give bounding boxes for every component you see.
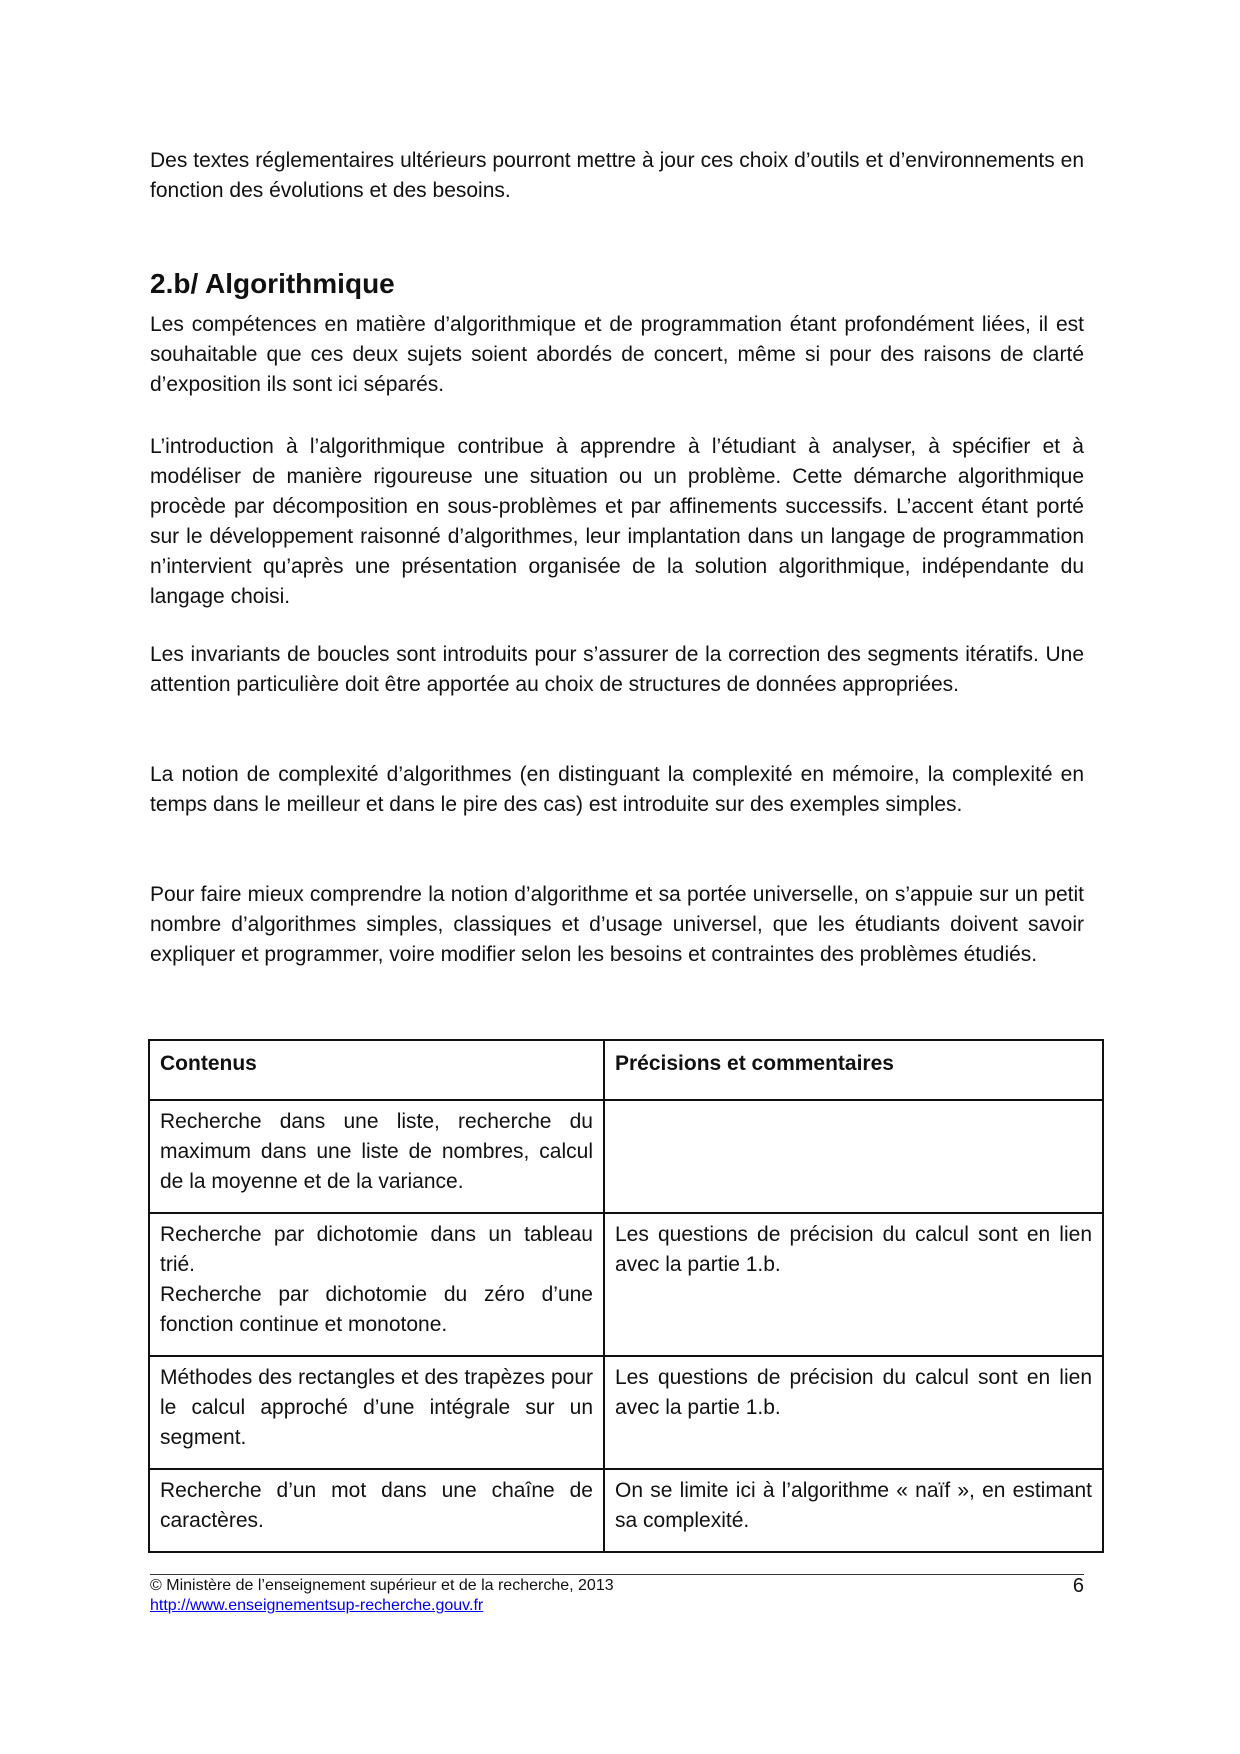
cell-contenus-text: Recherche par dichotomie du zéro d’une fonction continue et monotone. [160, 1283, 593, 1336]
intro-paragraph: Des textes réglementaires ultérieurs pourront mettre à jour ces choix d’outils et d’environnements en fonction des évolutions et des besoins. [150, 149, 1084, 202]
cell-precisions [604, 1100, 1103, 1213]
cell-precisions: Les questions de précision du calcul sont en lien avec la partie 1.b. [604, 1356, 1103, 1469]
table-row [149, 1469, 1103, 1552]
footer-divider [150, 1574, 1084, 1575]
paragraph-2: L’introduction à l’algorithmique contribue à apprendre à l’étudiant à analyser, à spécifier et à modéliser de manière rigoureuse une situation ou un problème. Cette démarche algorithmique procède par décomposition en sous-problèmes et par affinements successifs. L’accent étant porté sur le développement raisonné d’algorithmes, leur implantation dans un langage de programmation n’intervient qu’après une présentation organisée de la solution algorithmique, indépendante du langage choisi. [150, 435, 1084, 608]
table-row [149, 1100, 1103, 1213]
section-heading: 2.b/ Algorithmique [150, 268, 395, 299]
header-precisions: Précisions et commentaires [604, 1040, 1103, 1100]
paragraph-3: Les invariants de boucles sont introduits pour s’assurer de la correction des segments itératifs. Une attention particulière doit être apportée au choix de structures de données appropriées. [150, 643, 1084, 696]
paragraph-5: Pour faire mieux comprendre la notion d’algorithme et sa portée universelle, on s’appuie sur un petit nombre d’algorithmes simples, classiques et d’usage universel, que les étudiants doivent savoir expliquer et programmer, voire modifier selon les besoins et contraintes des problèmes étudiés. [150, 883, 1084, 966]
table-header-row [149, 1040, 1103, 1100]
header-contenus: Contenus [149, 1040, 604, 1100]
paragraph-4: La notion de complexité d’algorithmes (en distinguant la complexité en mémoire, la complexité en temps dans le meilleur et dans le pire des cas) est introduite sur des exemples simples. [150, 763, 1084, 816]
cell-contenus-text: Recherche par dichotomie dans un tableau trié. [160, 1223, 593, 1276]
cell-contenus-text: Recherche dans une liste, recherche du maximum dans une liste de nombres, calcul de la moyenne et de la variance. [160, 1110, 593, 1193]
cell-contenus [149, 1469, 604, 1552]
cell-precisions: On se limite ici à l’algorithme « naïf », en estimant sa complexité. [604, 1469, 1103, 1552]
cell-contenus-text: Recherche d’un mot dans une chaîne de caractères. [160, 1479, 593, 1532]
program-table [148, 1039, 1104, 1553]
footer-link[interactable]: http://www.enseignementsup-recherche.gouv.fr [150, 1597, 484, 1614]
cell-contenus [149, 1213, 604, 1356]
cell-contenus [149, 1356, 604, 1469]
cell-contenus-text: Méthodes des rectangles et des trapèzes pour le calcul approché d’une intégrale sur un segment. [160, 1366, 593, 1449]
paragraph-1: Les compétences en matière d’algorithmique et de programmation étant profondément liées, il est souhaitable que ces deux sujets soient abordés de concert, même si pour des raisons de clarté d’exposition ils sont ici séparés. [150, 313, 1084, 396]
page-number: 6 [1072, 1575, 1084, 1597]
footer-copyright: © Ministère de l’enseignement supérieur et de la recherche, 2013 [150, 1577, 614, 1594]
cell-contenus [149, 1100, 604, 1213]
cell-precisions: Les questions de précision du calcul sont en lien avec la partie 1.b. [604, 1213, 1103, 1356]
table-row [149, 1356, 1103, 1469]
table-row [149, 1213, 1103, 1356]
